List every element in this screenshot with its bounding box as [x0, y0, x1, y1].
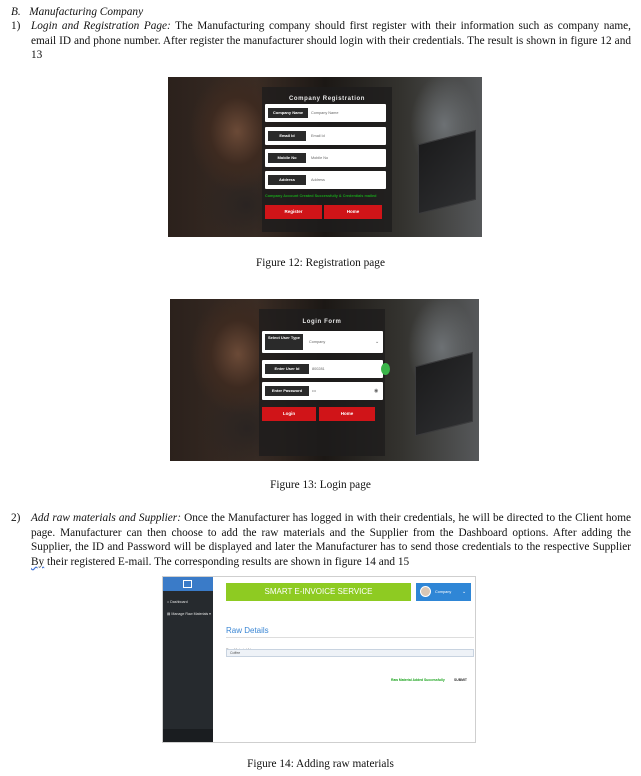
sidebar-header: [163, 577, 213, 591]
menu-icon[interactable]: [183, 580, 192, 588]
user-type-select[interactable]: [262, 331, 383, 353]
raw-material-input[interactable]: Coffee: [226, 649, 474, 657]
register-button[interactable]: Register: [265, 205, 322, 219]
password-label: Enter Password: [265, 386, 309, 396]
login-button[interactable]: Login: [262, 407, 316, 421]
sidebar: [163, 577, 213, 743]
company-name-field[interactable]: [265, 104, 386, 122]
dashboard-screenshot: [162, 576, 476, 743]
sidebar-item-manage-raw-materials[interactable]: ▤ Manage Raw Materials ▾: [167, 612, 211, 616]
home-button[interactable]: Home: [319, 407, 375, 421]
address-field[interactable]: [265, 171, 386, 189]
user-id-value: 800281: [312, 367, 325, 371]
mobile-label: Mobile No: [268, 153, 306, 163]
email-placeholder: Email Id: [311, 134, 325, 138]
laptop-image: [415, 352, 473, 436]
sidebar-footer: [163, 729, 213, 743]
registration-form: [262, 87, 392, 232]
password-field[interactable]: [262, 382, 383, 400]
mobile-placeholder: Mobile No: [311, 156, 329, 160]
divider: [226, 637, 474, 638]
figure-12-caption: Figure 12: Registration page: [256, 257, 385, 269]
company-name-placeholder: Company Name: [311, 111, 339, 115]
mobile-field[interactable]: [265, 149, 386, 167]
item-2-body-by: By: [31, 555, 45, 568]
user-menu[interactable]: [416, 583, 471, 601]
sidebar-item-label: Dashboard: [170, 600, 188, 604]
email-label: Email Id: [268, 131, 306, 141]
item-number-1: 1): [11, 20, 21, 32]
app-banner: SMART E-INVOICE SERVICE: [226, 583, 411, 601]
address-label: Address: [268, 175, 306, 185]
laptop-image: [418, 130, 476, 214]
user-type-label: Select User Type: [265, 334, 303, 350]
login-form: [259, 309, 385, 456]
figure-14-caption: Figure 14: Adding raw materials: [247, 758, 394, 770]
user-id-field[interactable]: [262, 360, 383, 378]
item-number-2: 2): [11, 512, 21, 524]
eye-icon[interactable]: ◉: [374, 388, 379, 394]
item-1-title: Login and Registration Page:: [31, 20, 171, 32]
login-screenshot: [170, 299, 479, 461]
submit-button[interactable]: SUBMIT: [454, 678, 467, 682]
avatar: [420, 586, 431, 597]
item-1-body: The Manufacturing company should first register with their information such as company name, email ID and phone number. After register the manufacturer should login with their credentials. The result is shown in figure 12 and 13: [31, 20, 631, 62]
home-button[interactable]: Home: [324, 205, 382, 219]
item-2-body-c: their registered E-mail. The corresponding results are shown in figure 14 and 15: [44, 555, 410, 568]
raw-details-title: Raw Details: [226, 626, 269, 635]
key-icon: [381, 363, 390, 375]
address-placeholder: Address: [311, 178, 325, 182]
chevron-down-icon: ⌄: [375, 339, 380, 345]
password-value: •••: [312, 389, 316, 393]
sidebar-item-dashboard[interactable]: ⌂ Dashboard: [167, 600, 188, 604]
login-title: Login Form: [302, 319, 342, 325]
figure-13-caption: Figure 13: Login page: [270, 479, 371, 491]
item-1-paragraph: [31, 19, 631, 63]
sidebar-item-label: Manage Raw Materials: [171, 612, 209, 616]
email-field[interactable]: [265, 127, 386, 145]
raw-material-success-message: Raw Material Added Successfully: [391, 678, 445, 682]
registration-screenshot: [168, 77, 482, 237]
user-name: Company: [435, 590, 452, 594]
item-2-paragraph: [31, 511, 631, 569]
registration-title: Company Registration: [288, 96, 365, 102]
user-id-label: Enter User Id: [265, 364, 309, 374]
section-heading: B. Manufacturing Company: [11, 6, 144, 18]
item-2-body-a: Once the Manufacturer has logged in with their credentials, he will be directed to the Client home page. Manufacturer can then choose to add the raw materials and the Supplier from the Dashboard options. After adding the Supplier, the ID and Password will be displayed and later the Manufacturer has to send those credentials to the respective Supplier: [31, 512, 631, 554]
item-2-title: Add raw materials and Supplier:: [31, 512, 181, 524]
user-type-value: Company: [309, 340, 326, 344]
company-name-label: Company Name: [268, 108, 308, 118]
registration-success-message: Company Account Created Successfully & Credentials mailed: [265, 194, 377, 198]
chevron-down-icon: ⌄: [462, 589, 467, 595]
